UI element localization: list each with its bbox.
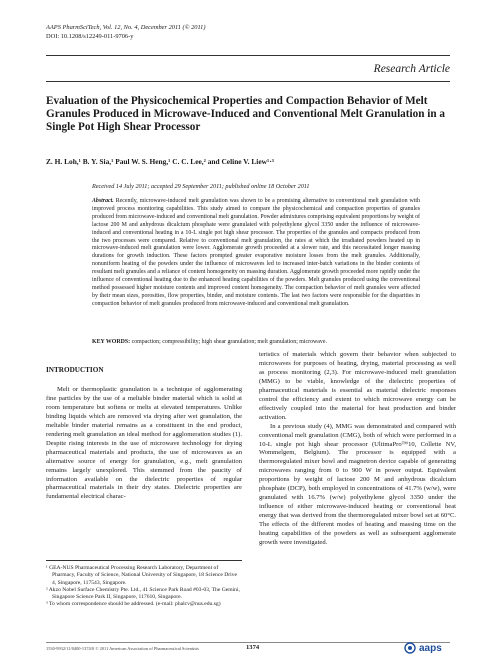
header-rule-bottom — [46, 81, 450, 82]
aaps-logo — [404, 642, 442, 654]
received-dates: Received 14 July 2011; accepted 29 September 2011; published online 18 October 2011 — [92, 183, 310, 190]
section-heading-introduction: INTRODUCTION — [46, 366, 104, 374]
keywords-label: KEY WORDS: — [92, 339, 131, 345]
left-column — [46, 386, 242, 502]
doi: DOI: 10.1208/s12249-011-9706-y — [46, 33, 134, 40]
abstract — [92, 198, 420, 309]
journal-citation: AAPS PharmSciTech, Vol. 12, No. 4, December 2011 (© 2011) — [46, 24, 206, 31]
footnote-2: ² Akzo Nobel Surface Chemistry Pte. Ltd., 41 Science Park Road #03-03, The Gemini, Singapore Science Park II, Singapore, 117610, Singapore. — [46, 586, 240, 601]
issn-copyright: 1530-9932/11/0400-1374/0 © 2011 American Association of Pharmaceutical Scientists — [46, 646, 199, 651]
page-number: 1374 — [246, 644, 260, 651]
aaps-logo-icon — [404, 642, 416, 654]
abstract-label: Abstract. — [92, 198, 114, 204]
article-title: Evaluation of the Physicochemical Properties and Compaction Behavior of Melt Granules Produced in Microwave-Induced and Conventional Melt Granulation in a Single Pot High Shear Processor — [46, 95, 445, 133]
intro-paragraph-2: In a previous study (4), MMG was demonstrated and compared with conventional melt granulation (CMG), both of which were performed in a 10-L single pot high shear processor (UltimaPro™10, Collette NV, Wommelgem, Belgium). The processor is equipped with a thermoregulated mixer bowl and magnetron device capable of generating microwaves ranging from 0 to 900 W in power output. Equivalent proportions by weight of lactose 200 M and anhydrous dicalcium phosphate (DCP), both employed in concentrations of 41.7% (w/w), were granulated with 16.7% (w/w) polyethylene glycol 3350 under the influence of either microwave-induced heating or conventional heat energy that was derived from the thermoregulated mixer bowl set at 60°C. The effects of the different modes of heating and massing time on the heating capabilities of the powders as well as subsequent agglomerate growth were investigated. — [259, 422, 456, 547]
header-rule-top — [46, 55, 450, 56]
footnotes — [46, 565, 242, 609]
section-label: Research Article — [373, 63, 450, 75]
footer-rule — [46, 642, 450, 643]
footnote-rule — [46, 560, 242, 561]
author-list: Z. H. Loh,¹ B. Y. Sia,¹ Paul W. S. Heng,¹ C. C. Lee,² and Celine V. Liew¹·³ — [46, 157, 274, 166]
right-column — [259, 351, 456, 548]
keywords-text: compaction; compressibility; high shear granulation; melt granulation; microwave. — [131, 339, 327, 345]
intro-paragraph-1-continued: teristics of materials which govern their behavior when subjected to microwaves for purposes of heating, drying, material processing as well as process monitoring (2,3). For microwave-induced melt granulation (MMG) to be viable, knowledge of the dielectric properties of pharmaceutical materials is essential as material dielectric responses control the efficiency and extent to which microwave energy can be effectively coupled into the material for heat production and binder activation. — [259, 351, 456, 421]
intro-paragraph-1: Melt or thermoplastic granulation is a technique of agglomerating fine particles by the use of a meltable binder material which is solid at room temperature but softens or melts at elevated temperatures. Unlike binding liquids which are removed via drying after wet granulation, the meltable binder material remains as a constituent in the end product, rendering melt granulation an ideal method for agglomeration studies (1). Despite rising interests in the use of microwave technology for drying pharmaceutical materials and products, the use of microwaves as an alternative source of energy for granulation, e.g., melt granulation remains largely unexplored. This stemmed from the paucity of information available on the dielectric properties of regular pharmaceutical materials in their dry states. Dielectric properties are fundamental electrical charac- — [46, 386, 242, 501]
aaps-logo-text: aaps — [419, 642, 442, 654]
footnote-1: ¹ GEA-NUS Pharmaceutical Processing Research Laboratory, Department of Pharmacy, Faculty of Science, National University of Singapore, 18 Science Drive 4, Singapore, 117543, Singapore. — [46, 565, 237, 586]
footnote-3: ³ To whom correspondence should be addressed. (e-mail: phalcv@nus.edu.sg) — [46, 601, 221, 608]
keywords — [92, 339, 422, 346]
abstract-text: Recently, microwave-induced melt granulation was shown to be a promising alternative to conventional melt granulation with improved process monitoring capabilities. This study aimed to compare the physicochemical and compaction properties of granules produced from microwave-induced and conventional melt granulation. Powder admixtures comprising equivalent proportions by weight of lactose 200 M and anhydrous dicalcium phosphate were granulated with polyethylene glycol 3350 under the influence of microwave-induced and conventional heating in a 10-L single pot high shear processor. The properties of the granules and compacts produced from the two processes were compared. Relative to conventional melt granulation, the rates at which the irradiated powders heated up in microwave-induced melt granulation were lower. Agglomerate growth proceeded at a slower rate, and this necessitated longer massing durations for growth induction. These factors prompted greater evaporative moisture losses from the melt granules. Additionally, nonuniform heating of the powders under the influence of microwaves led to increased inter-batch variations in the binder contents of resultant melt granules and a reliance of content homogeneity on massing duration. Agglomerate growth proceeded more rapidly under the influence of conventional heating due to the enhanced heating capabilities of the powders. Melt granules produced using the conventional method possessed higher moisture contents and improved content homogeneity. The compaction behavior of melt granules were affected by their mean sizes, porosities, flow properties, binder, and moisture contents. The last two factors were responsible for the disparities in compaction behavior of melt granules produced from microwave-induced and conventional melt granulation. — [92, 198, 420, 307]
